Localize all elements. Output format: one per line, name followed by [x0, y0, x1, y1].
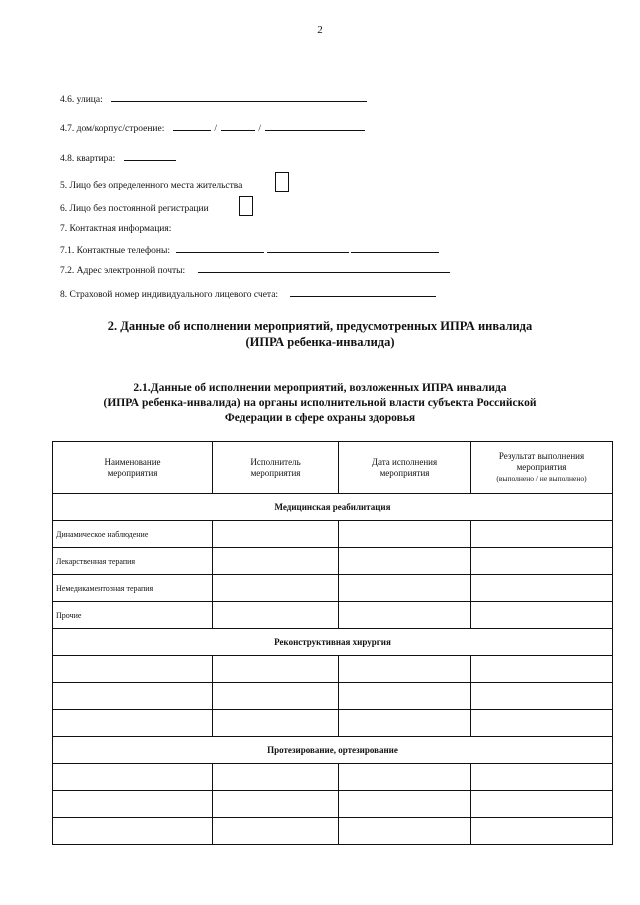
house-input-line[interactable]: [173, 121, 211, 131]
no-residence-label: 5. Лицо без определенного места жительства: [60, 181, 243, 191]
phone-input-line-1[interactable]: [176, 243, 264, 253]
phone-input-line-2[interactable]: [267, 243, 349, 253]
section-2-title-line-2: (ИПРА ребенка-инвалида): [245, 335, 395, 349]
date-cell[interactable]: [339, 710, 471, 737]
contact-info-label: 7. Контактная информация:: [60, 224, 172, 234]
header-execution-date: Дата исполнения мероприятия: [339, 442, 471, 494]
table-row: [53, 602, 613, 629]
apartment-label: 4.8. квартира:: [60, 154, 116, 164]
result-cell[interactable]: [471, 656, 613, 683]
event-name-cell[interactable]: [53, 818, 213, 845]
section-2-1-title-line-1: 2.1.Данные об исполнении мероприятий, возложенных ИПРА инвалида: [133, 382, 507, 394]
date-cell[interactable]: [339, 683, 471, 710]
section-title-medical: Медицинская реабилитация: [53, 494, 613, 521]
house-separator: /: [214, 124, 218, 134]
section-row-prosthetics: [53, 737, 613, 764]
header-executor: Исполнитель мероприятия: [213, 442, 339, 494]
result-cell[interactable]: [471, 791, 613, 818]
phones-field: [60, 243, 439, 256]
table-row: [53, 575, 613, 602]
executor-cell[interactable]: [213, 656, 339, 683]
house-field: [60, 121, 365, 134]
page-number: 2: [317, 24, 323, 36]
building-separator: /: [258, 124, 262, 134]
phones-label: 7.1. Контактные телефоны:: [60, 246, 170, 256]
insurance-input-line[interactable]: [290, 287, 436, 297]
phone-input-line-3[interactable]: [351, 243, 439, 253]
date-cell[interactable]: [339, 818, 471, 845]
no-registration-field: [60, 204, 209, 214]
executor-cell[interactable]: [213, 710, 339, 737]
section-title-prosthetics: Протезирование, ортезирование: [53, 737, 613, 764]
section-title-surgery: Реконструктивная хирургия: [53, 629, 613, 656]
date-cell[interactable]: [339, 548, 471, 575]
executor-cell[interactable]: [213, 521, 339, 548]
executor-cell[interactable]: [213, 575, 339, 602]
table-row: [53, 683, 613, 710]
contact-info-field: [60, 224, 171, 234]
executor-cell[interactable]: [213, 683, 339, 710]
section-2-title: [0, 318, 640, 350]
street-input-line[interactable]: [111, 92, 367, 102]
section-2-1-title-line-3: Федерации в сфере охраны здоровья: [224, 412, 416, 424]
result-cell[interactable]: [471, 548, 613, 575]
event-name-cell[interactable]: [53, 710, 213, 737]
executor-cell[interactable]: [213, 818, 339, 845]
event-name-cell[interactable]: [53, 791, 213, 818]
header-event-name: Наименование мероприятия: [53, 442, 213, 494]
event-name-cell: Динамическое наблюдение: [53, 521, 213, 548]
result-cell[interactable]: [471, 764, 613, 791]
table-row: [53, 521, 613, 548]
section-row-medical: [53, 494, 613, 521]
event-name-cell[interactable]: [53, 683, 213, 710]
section-row-surgery: [53, 629, 613, 656]
email-field: [60, 263, 450, 276]
street-label: 4.6. улица:: [60, 95, 103, 105]
result-cell[interactable]: [471, 683, 613, 710]
apartment-field: [60, 151, 176, 164]
building-input-line[interactable]: [221, 121, 255, 131]
section-2-1-title-line-2: (ИПРА ребенка-инвалида) на органы исполнительной власти субъекта Российской: [103, 397, 537, 409]
date-cell[interactable]: [339, 602, 471, 629]
email-input-line[interactable]: [198, 263, 450, 273]
result-cell[interactable]: [471, 710, 613, 737]
no-registration-checkbox[interactable]: [239, 196, 253, 216]
executor-cell[interactable]: [213, 764, 339, 791]
table-row: [53, 791, 613, 818]
table-row: [53, 548, 613, 575]
no-registration-label: 6. Лицо без постоянной регистрации: [60, 204, 209, 214]
result-cell[interactable]: [471, 818, 613, 845]
date-cell[interactable]: [339, 521, 471, 548]
result-cell[interactable]: [471, 521, 613, 548]
no-residence-checkbox[interactable]: [275, 172, 289, 192]
event-name-cell: Лекарственная терапия: [53, 548, 213, 575]
section-2-title-line-1: 2. Данные об исполнении мероприятий, предусмотренных ИПРА инвалида: [107, 319, 533, 333]
result-cell[interactable]: [471, 602, 613, 629]
section-2-1-title: [0, 381, 640, 426]
table-row: [53, 818, 613, 845]
table-row: [53, 764, 613, 791]
executor-cell[interactable]: [213, 548, 339, 575]
header-result: Результат выполнения мероприятия (выполнено / не выполнено): [471, 442, 613, 494]
date-cell[interactable]: [339, 656, 471, 683]
table-row: [53, 710, 613, 737]
table-header-row: [53, 442, 613, 494]
no-residence-field: [60, 181, 242, 191]
result-cell[interactable]: [471, 575, 613, 602]
event-name-cell[interactable]: [53, 764, 213, 791]
structure-input-line[interactable]: [265, 121, 365, 131]
executor-cell[interactable]: [213, 791, 339, 818]
email-label: 7.2. Адрес электронной почты:: [60, 266, 186, 276]
table-row: [53, 656, 613, 683]
insurance-label: 8. Страховой номер индивидуального лицевого счета:: [60, 290, 279, 300]
event-name-cell: Прочие: [53, 602, 213, 629]
events-table: [52, 441, 613, 845]
date-cell[interactable]: [339, 764, 471, 791]
executor-cell[interactable]: [213, 602, 339, 629]
street-field: [60, 92, 367, 105]
event-name-cell: Немедикаментозная терапия: [53, 575, 213, 602]
event-name-cell[interactable]: [53, 656, 213, 683]
apartment-input-line[interactable]: [124, 151, 176, 161]
house-label: 4.7. дом/корпус/строение:: [60, 124, 165, 134]
date-cell[interactable]: [339, 575, 471, 602]
insurance-field: [60, 287, 436, 300]
date-cell[interactable]: [339, 791, 471, 818]
